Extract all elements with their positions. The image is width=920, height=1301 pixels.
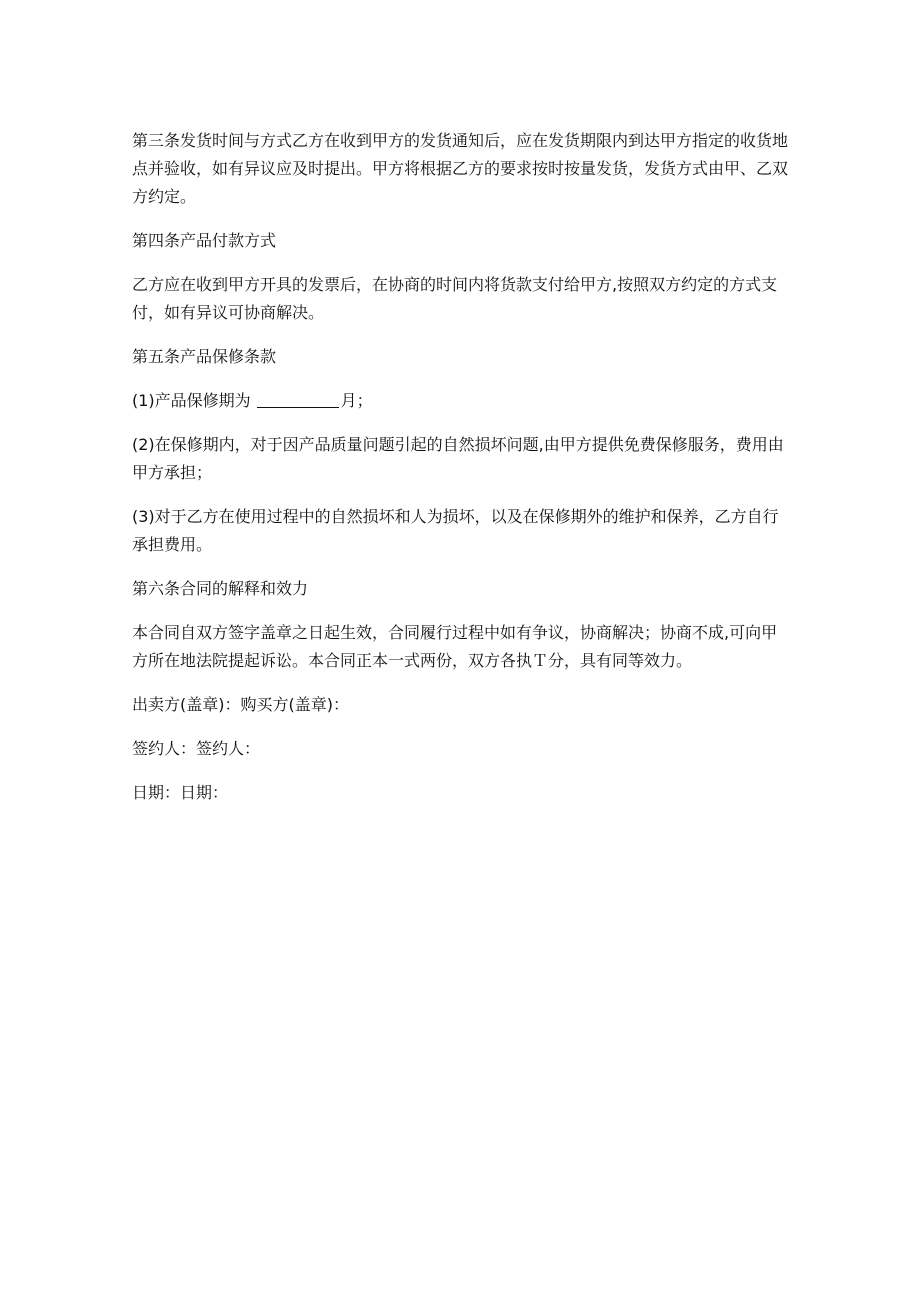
article-4-paragraph: 乙方应在收到甲方开具的发票后，在协商的时间内将货款支付给甲方,按照双方约定的方式支付，如有异议可协商解决。 — [132, 275, 778, 322]
warranty-item-1 — [132, 387, 792, 415]
article-6-paragraph: 本合同自双方签字盖章之日起生效，合同履行过程中如有争议，协商解决；协商不成,可向甲方所在地法院提起诉讼。本合同正本一式两份，双方各执Ｔ分，具有同等效力。 — [132, 623, 778, 670]
article-3-paragraph: 第三条发货时间与方式乙方在收到甲方的发货通知后，应在发货期限内到达甲方指定的收货地点并验收，如有异议应及时提出。甲方将根据乙方的要求按时按量发货，发货方式由甲、乙双方约定。 — [132, 131, 789, 206]
warranty-item-3: (3)对于乙方在使用过程中的自然损坏和人为损坏，以及在保修期外的维护和保养，乙方自行承担费用。 — [132, 507, 779, 554]
warranty-period-label: (1)产品保修期为 — [132, 391, 251, 410]
warranty-period-blank — [257, 389, 339, 408]
signature-signers-line: 签约人：签约人： — [132, 739, 261, 758]
article-5-heading: 第五条产品保修条款 — [132, 347, 277, 366]
signature-dates-line: 日期：日期： — [132, 783, 229, 802]
document-body — [132, 127, 792, 823]
warranty-period-unit: 月； — [340, 391, 373, 410]
signature-parties-line: 出卖方(盖章)：购买方(盖章)： — [132, 695, 349, 714]
warranty-item-2: (2)在保修期内，对于因产品质量问题引起的自然损坏问题,由甲方提供免费保修服务，费用由甲方承担； — [132, 435, 784, 482]
article-6-heading: 第六条合同的解释和效力 — [132, 579, 309, 598]
article-4-heading: 第四条产品付款方式 — [132, 231, 277, 250]
